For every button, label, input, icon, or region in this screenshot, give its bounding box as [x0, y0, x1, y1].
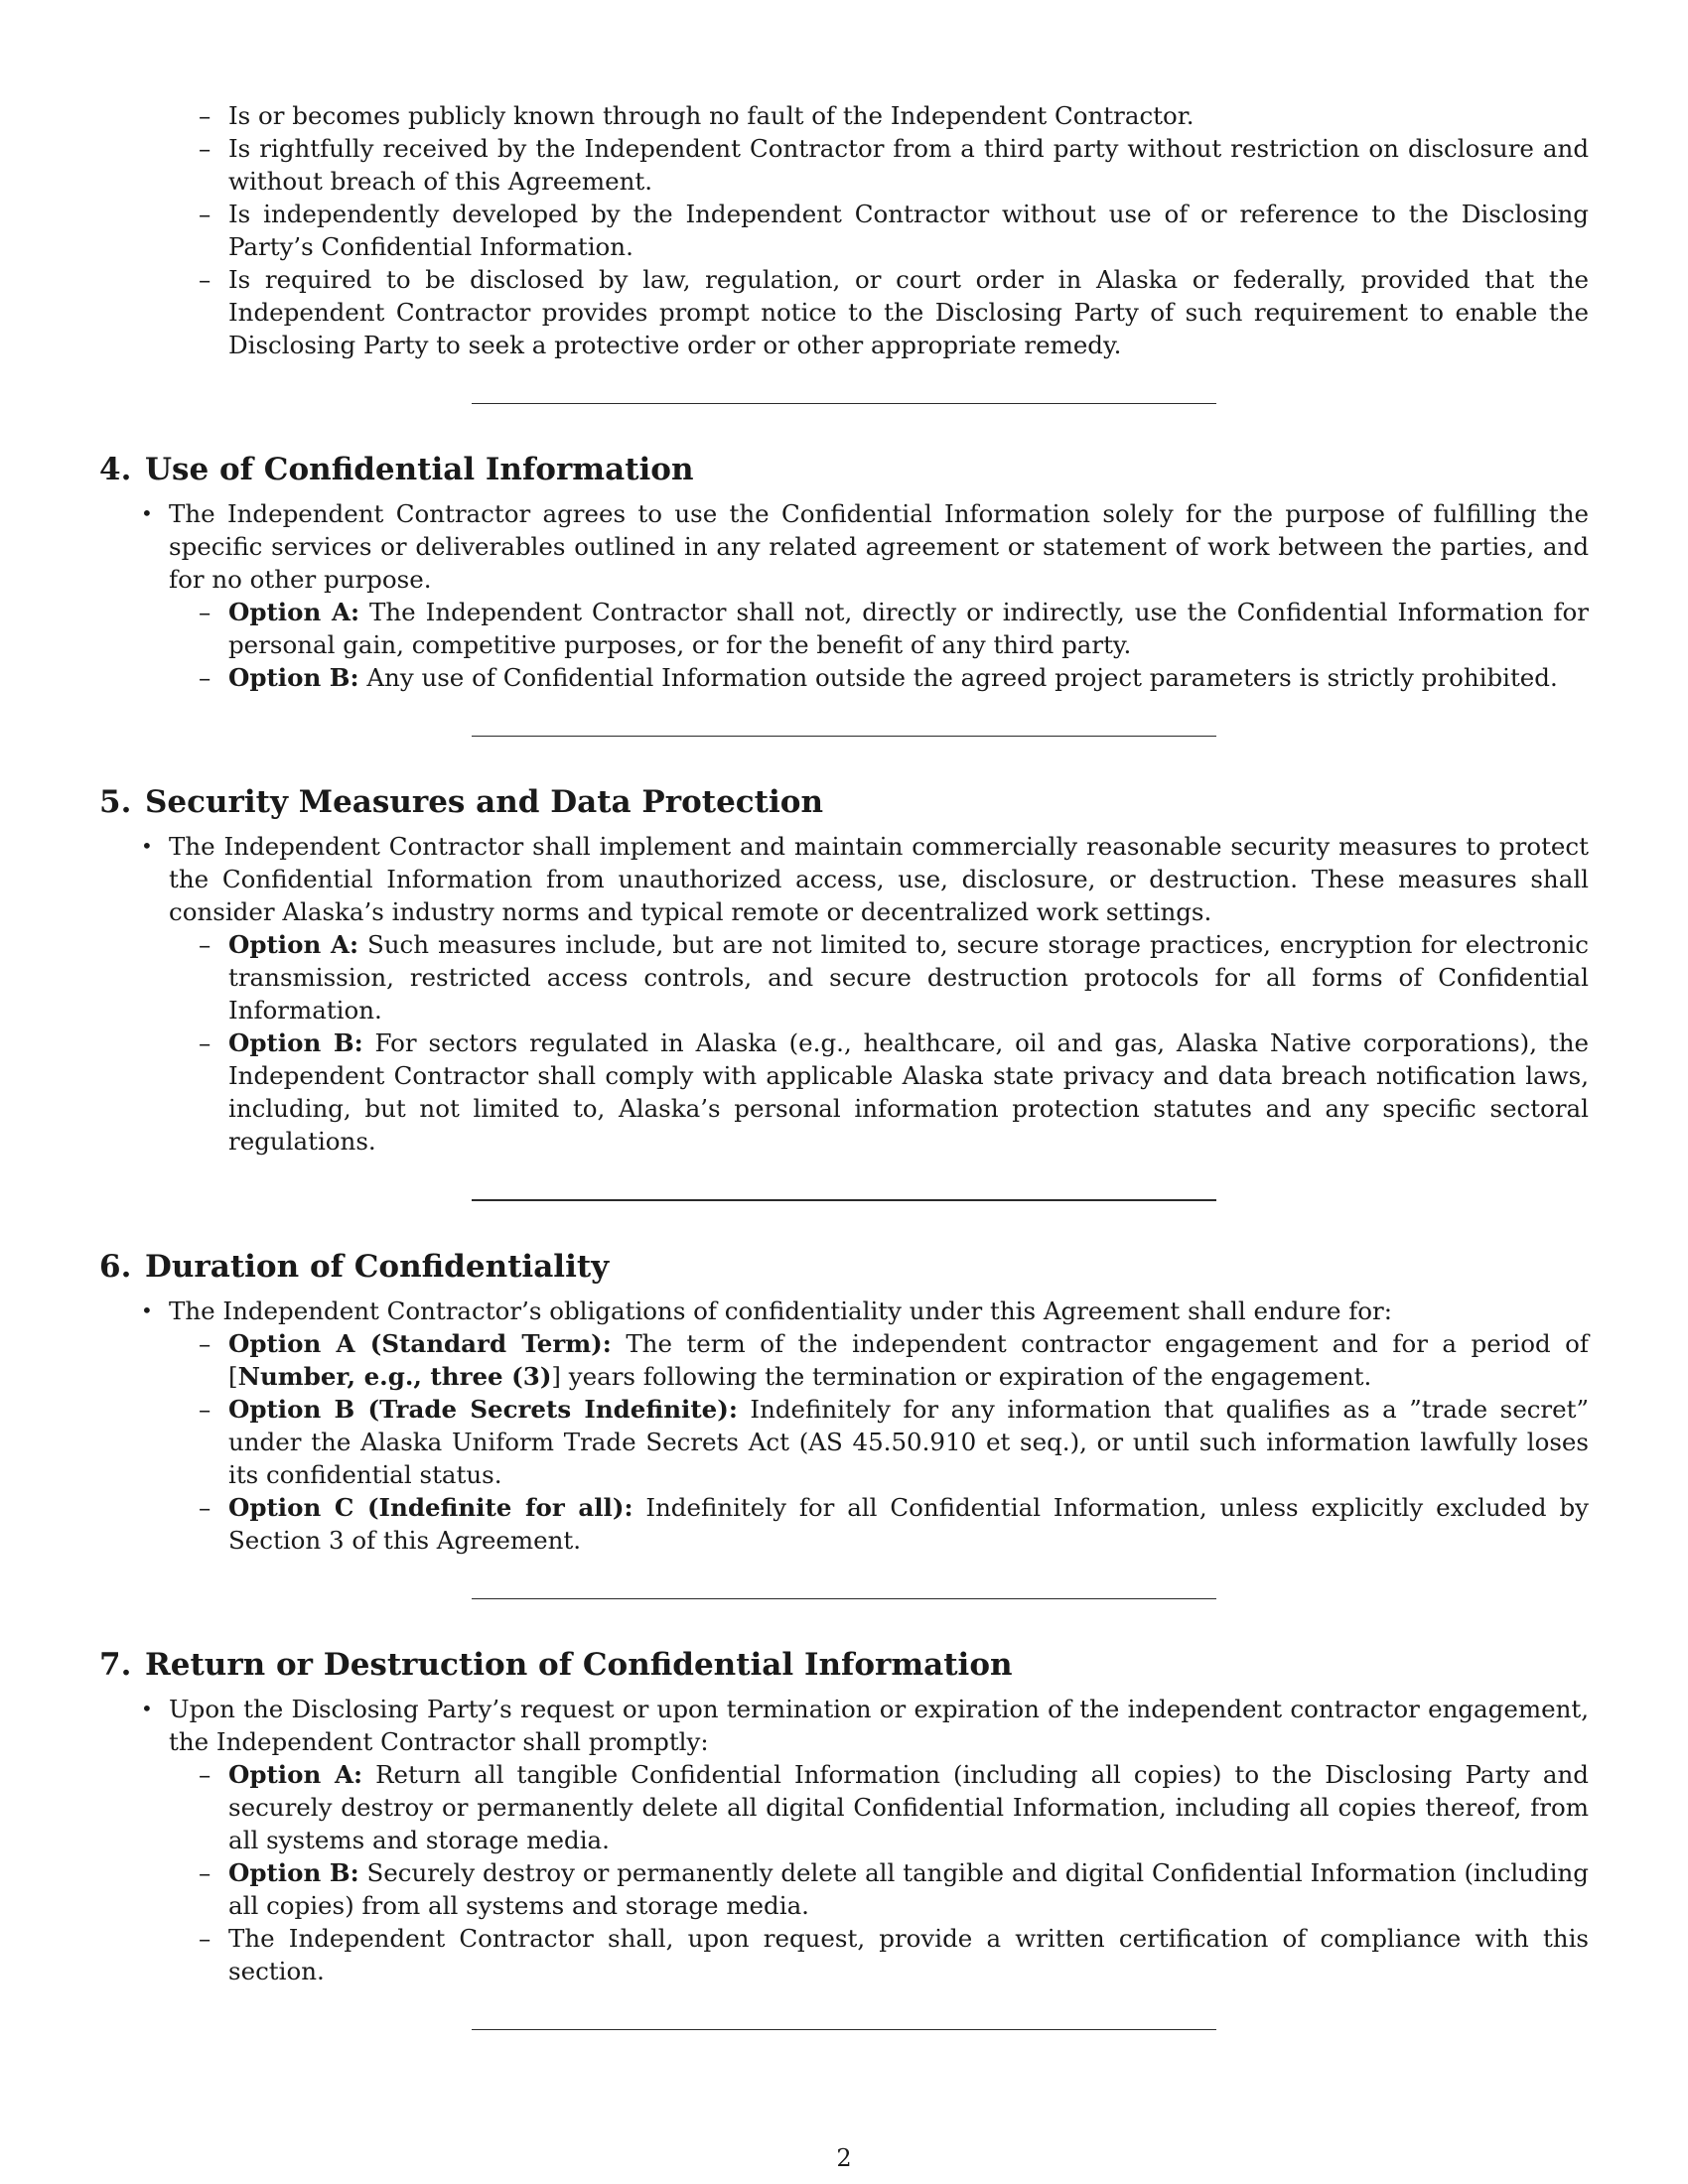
section-heading-4: 4. Use of Confidential Information	[99, 452, 694, 487]
dash-marker: –	[199, 265, 211, 294]
dash-marker: –	[199, 200, 211, 228]
dash-marker: –	[199, 930, 211, 959]
dash-marker: –	[199, 1493, 211, 1522]
dash-marker: –	[199, 598, 211, 626]
bullet-marker: •	[141, 1697, 153, 1720]
document-page	[99, 99, 1589, 2030]
list-item: – Is required to be disclosed by law, regulation, or court order in Alaska or federally, provided that the Independent Contractor provides prompt notice to the Disclosing Party of such requirement to enable the Disclosing Party to seek a protective order or other appropriate remedy.	[199, 265, 1589, 359]
list-item: – Is or becomes publicly known through no fault of the Independent Contractor.	[199, 101, 1195, 130]
bullet-item: • The Independent Contractor shall implement and maintain commercially reasonable security measures to protect the Confidential Information from unauthorized access, use, disclosure, or destruction. These measures shall consider Alaska’s industry norms and typical remote or decentralized work settings.	[141, 832, 1589, 926]
option-item: – Option C (Indefinite for all): Indefinitely for all Confidential Information, unless explicitly excluded by Section 3 of this Agreement.	[199, 1493, 1589, 1555]
bullet-marker: •	[141, 501, 153, 525]
dash-marker: –	[199, 663, 211, 692]
option-item: – Option B: Securely destroy or permanently delete all tangible and digital Confidential Information (including all copies) from all systems and storage media.	[199, 1858, 1589, 1920]
list-item: – Is rightfully received by the Independent Contractor from a third party without restriction on disclosure and without breach of this Agreement.	[199, 134, 1589, 196]
bullet-item: • Upon the Disclosing Party’s request or upon termination or expiration of the independent contractor engagement, the Independent Contractor shall promptly:	[141, 1695, 1589, 1756]
section-heading-7: 7. Return or Destruction of Confidential Information	[99, 1647, 1013, 1683]
page-number: 2	[836, 2144, 852, 2172]
option-item: – Option B (Trade Secrets Indefinite): Indefinitely for any information that qualifies as a ”trade secret” under the Alaska Uniform Trade Secrets Act (AS 45.50.910 et seq.), or until such information lawfully loses its confidential status.	[199, 1395, 1589, 1489]
option-item: – Option A: Such measures include, but are not limited to, secure storage practices, encryption for electronic transmission, restricted access controls, and secure destruction protocols for all forms of Confidential Information.	[199, 930, 1589, 1024]
section-divider	[472, 1199, 1216, 1201]
exclusions-list	[99, 99, 1589, 361]
bullet-item: • The Independent Contractor’s obligations of confidentiality under this Agreement shall endure for:	[141, 1297, 1393, 1325]
dash-marker: –	[199, 1924, 211, 1953]
dash-marker: –	[199, 1028, 211, 1057]
bullet-marker: •	[141, 1298, 153, 1322]
section-heading-6: 6. Duration of Confidentiality	[99, 1249, 610, 1285]
option-item: – Option B: Any use of Confidential Information outside the agreed project parameters is strictly prohibited.	[199, 663, 1558, 692]
option-item: – Option A: The Independent Contractor shall not, directly or indirectly, use the Confidential Information for personal gain, competitive purposes, or for the benefit of any third party.	[199, 598, 1589, 659]
dash-marker: –	[199, 1858, 211, 1887]
option-item: – Option B: For sectors regulated in Alaska (e.g., healthcare, oil and gas, Alaska Native corporations), the Independent Contractor shall comply with applicable Alaska state privacy and data breach notification laws, including, but not limited to, Alaska’s personal information protection statutes and any specific sectoral regulations.	[199, 1028, 1589, 1156]
bullet-marker: •	[141, 834, 153, 858]
list-item: – Is independently developed by the Independent Contractor without use of or reference to the Disclosing Party’s Confidential Information.	[199, 200, 1589, 261]
dash-marker: –	[199, 1329, 211, 1358]
dash-marker: –	[199, 134, 211, 163]
section-divider	[472, 736, 1216, 737]
section-divider	[472, 403, 1216, 404]
dash-marker: –	[199, 101, 211, 130]
section-divider	[472, 1598, 1216, 1599]
dash-marker: –	[199, 1760, 211, 1789]
section-divider	[472, 2029, 1216, 2030]
section-heading-5: 5. Security Measures and Data Protection	[99, 784, 823, 820]
bullet-item: • The Independent Contractor agrees to use the Confidential Information solely for the purpose of fulfilling the specific services or deliverables outlined in any related agreement or statement of work between the parties, and for no other purpose.	[141, 499, 1589, 594]
option-item: – Option A (Standard Term): The term of the independent contractor engagement and for a period of [Number, e.g., three (3)] years following the termination or expiration of the engagement.	[199, 1329, 1589, 1391]
option-item: – Option A: Return all tangible Confidential Information (including all copies) to the Disclosing Party and securely destroy or permanently delete all digital Confidential Information, including all copies thereof, from all systems and storage media.	[199, 1760, 1589, 1854]
dash-marker: –	[199, 1395, 211, 1424]
option-item: – The Independent Contractor shall, upon request, provide a written certification of compliance with this section.	[199, 1924, 1589, 1985]
